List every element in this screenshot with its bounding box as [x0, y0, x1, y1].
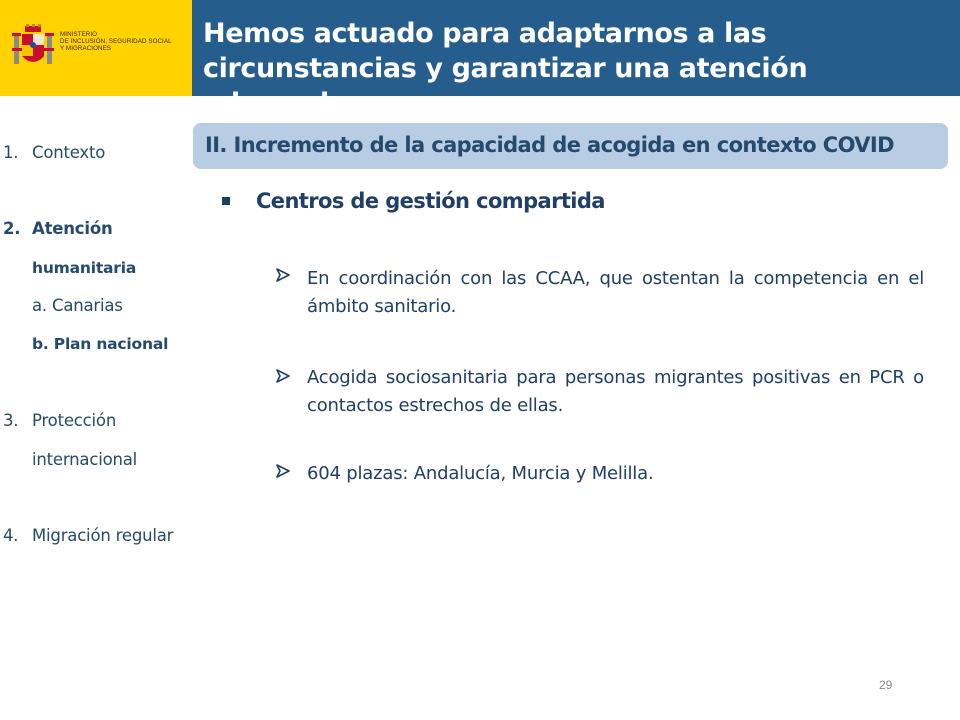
nav-item-label-continued: internacional: [32, 450, 138, 469]
bullet-text: Acogida sociosanitaria para personas migrantes positivas en PCR o contactos estrechos de ellas.: [307, 367, 924, 416]
section-header: [193, 123, 948, 169]
nav-subitem-canarias[interactable]: a. Canarias: [32, 296, 123, 315]
bullet-text: 604 plazas: Andalucía, Murcia y Melilla.: [307, 463, 654, 484]
nav-item-label: Protección: [32, 411, 117, 430]
coat-of-arms-icon: [12, 24, 54, 70]
arrow-bullet-icon: [275, 267, 291, 283]
nav-item-contexto[interactable]: [3, 143, 105, 162]
ministry-name-line: Y MIGRACIONES: [60, 45, 112, 52]
content-heading: Centros de gestión compartida: [256, 189, 605, 213]
arrow-bullet-icon: [275, 463, 291, 479]
nav-item-proteccion-internacional[interactable]: [3, 411, 116, 430]
slide-title: Hemos actuado para adaptarnos a las circunstancias y garantizar una atención adecuada: [203, 18, 808, 119]
nav-item-number: 3.: [3, 411, 19, 430]
nav-item-migracion-regular[interactable]: [3, 526, 173, 545]
nav-item-label: Migración regular: [32, 526, 174, 545]
ministry-name-line: DE INCLUSIÓN, SEGURIDAD SOCIAL: [60, 38, 172, 45]
ministry-logo: [0, 0, 192, 96]
section-title: II. Incremento de la capacidad de acogida en contexto COVID: [205, 133, 894, 157]
nav-item-label: Contexto: [32, 143, 106, 162]
title-bar: [192, 0, 960, 119]
nav-item-number: 1.: [3, 143, 19, 162]
nav-subitem-plan-nacional[interactable]: b. Plan nacional: [32, 335, 169, 353]
arrow-bullet-icon: [275, 368, 291, 384]
ministry-name: [60, 31, 190, 52]
ministry-name-line: MINISTERIO: [60, 31, 98, 38]
nav-item-label: Atención: [32, 219, 113, 238]
bullet-text: En coordinación con las CCAA, que ostentan la competencia en el ámbito sanitario.: [307, 268, 924, 317]
nav-item-number: 4.: [3, 526, 19, 545]
square-bullet-icon: [222, 197, 230, 205]
page-number: 29: [879, 678, 893, 692]
nav-item-number: 2.: [3, 219, 21, 238]
nav-item-label-continued: humanitaria: [32, 259, 137, 277]
nav-item-atencion-humanitaria[interactable]: [3, 219, 113, 238]
